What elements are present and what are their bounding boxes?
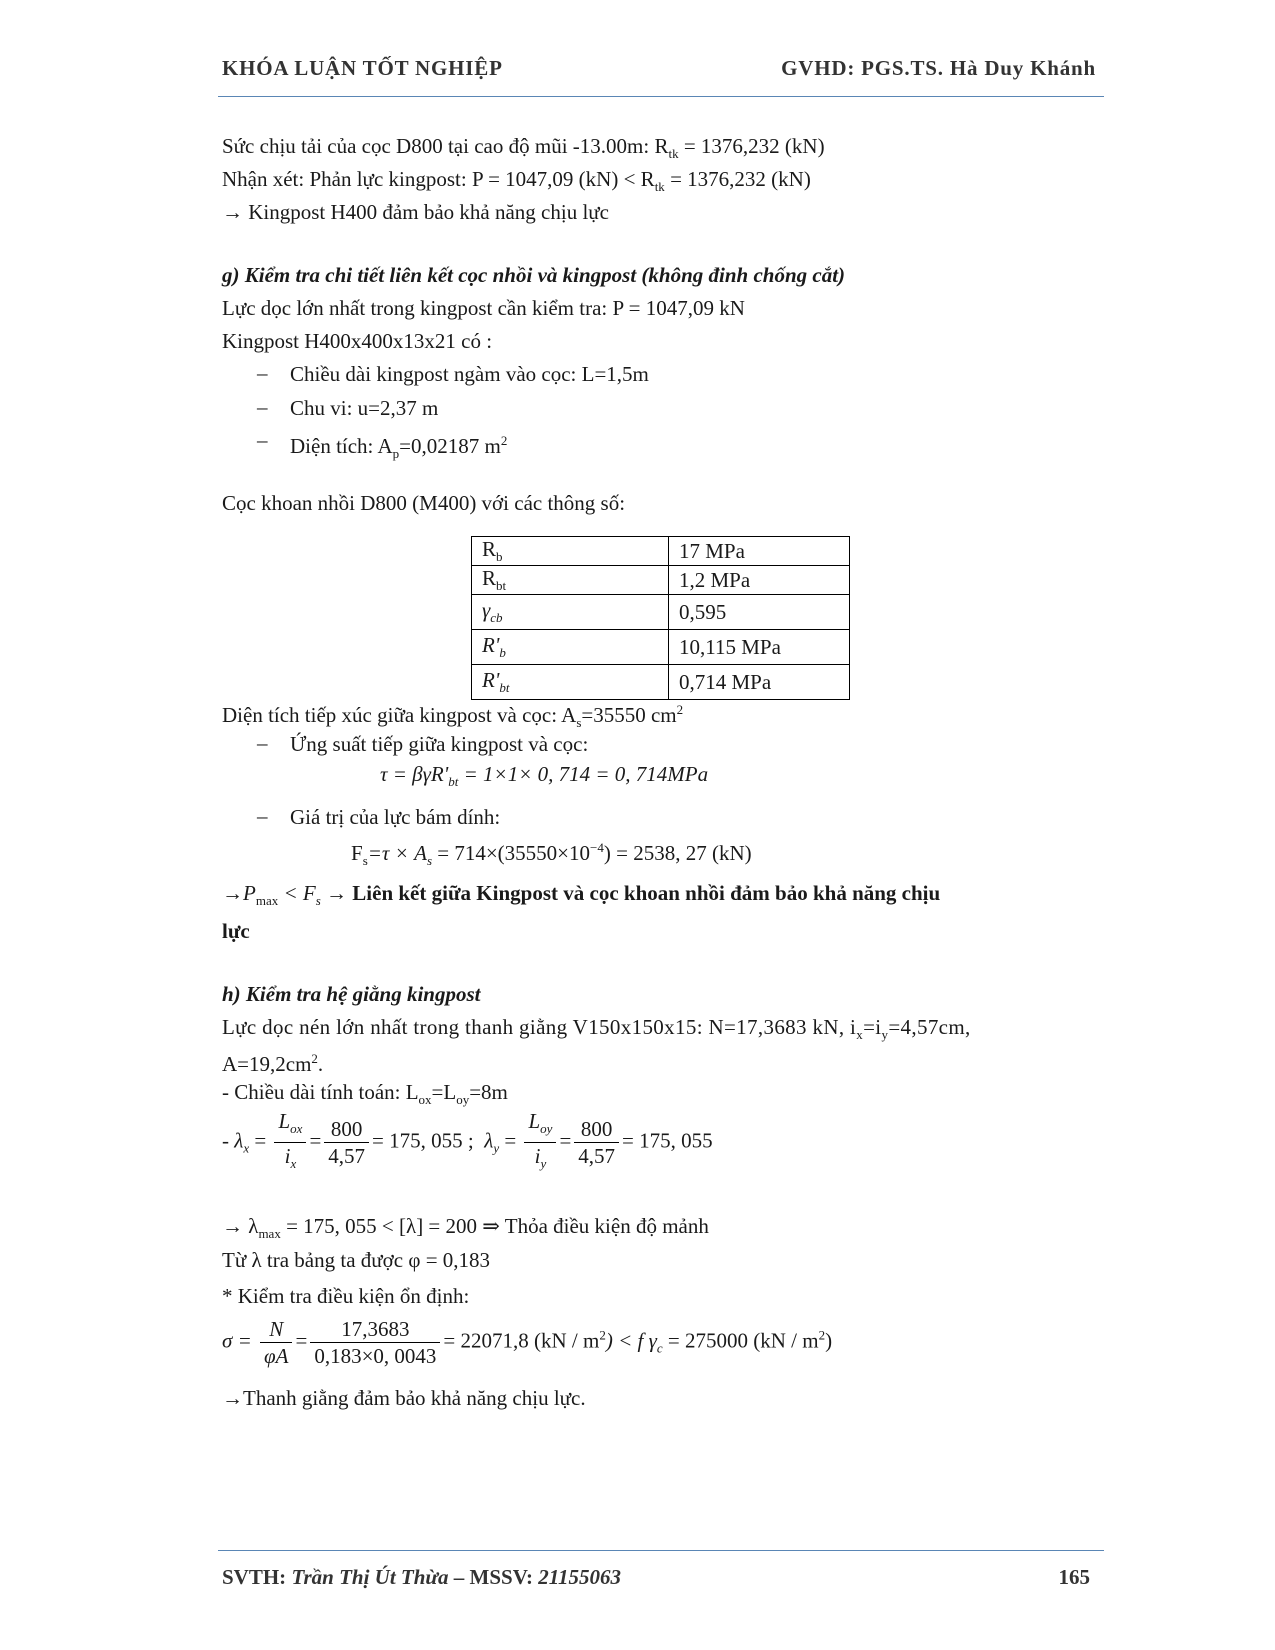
bullet-perimeter: Chu vi: u=2,37 m	[290, 396, 439, 420]
capacity-line: Sức chịu tải của cọc D800 tại cao độ mũi -13.00m: $R_{tk} = 1376,232$ (kN)	[222, 134, 825, 162]
brace-conclusion: →Thanh giằng đảm bảo khả năng chịu lực.	[222, 1386, 586, 1410]
table-row: $R'_{bt}$ 0,714 MPa	[472, 665, 850, 700]
shear-stress-equation: $\tau = \beta\gamma R'_{bt} = 1\times 1\times 0$, 714 = 0, 714MPa	[380, 762, 709, 790]
student-name: Trần Thị Út Thừa	[291, 1565, 449, 1589]
bullet-area: Diện tích: $A_p=0,02187$ $m^2$	[290, 433, 508, 462]
footer-divider	[218, 1550, 1104, 1551]
bullet-dash: –	[257, 395, 268, 419]
contact-area-line: Diện tích tiếp xúc giữa kingpost và cọc: $A_s=35550$ $cm^2$	[222, 702, 684, 731]
table-row: $R'_b$ 10,115 MPa	[472, 630, 850, 665]
brace-area-line: $A=19,2cm^2$.	[222, 1051, 324, 1076]
bullet-bond-force: Giá trị của lực bám dính:	[290, 805, 501, 829]
bullet-dash: –	[257, 361, 268, 385]
page-footer: SVTH: Trần Thị Út Thừa – MSSV: 21155063 165	[222, 1565, 1090, 1589]
axial-force-line: Lực dọc lớn nhất trong kingpost cần kiểm tra: P = 1047,09 kN	[222, 296, 745, 320]
bond-conclusion-cont: lực	[222, 919, 250, 943]
page-number: 165	[1058, 1565, 1090, 1589]
remark-line: Nhận xét: Phản lực kingpost: P = 1047,09 $(kN) < R_{tk} = 1376,232$ (kN)	[222, 167, 811, 195]
slenderness-equation: - $\lambda_x$ = $\frac{L_{ox}}{i_x}$ = $\frac{800}{4,57}$ = 175, 055 ; $\lambda_y$ = $\frac{L_{oy}}{i_y}$ = $\frac{800}{4,57}$ = 175, 055	[222, 1109, 713, 1172]
header-title: KHÓA LUẬN TỐT NGHIỆP	[222, 56, 503, 80]
bullet-dash: –	[257, 731, 268, 755]
section-heading-g: g) Kiểm tra chi tiết liên kết cọc nhồi và kingpost (không đinh chống cắt)	[222, 263, 846, 287]
brace-force-line: Lực dọc nén lớn nhất trong thanh giằng V150x150x15: N=17,3683 kN, $i_x=i_y=4,57cm$,	[222, 1015, 971, 1043]
phi-lookup-line: Từ λ tra bảng ta được φ = 0,183	[222, 1248, 491, 1272]
table-row: $R_{bt}$ 1,2 MPa	[472, 566, 850, 595]
student-id: 21155063	[538, 1565, 622, 1589]
effective-length-line: - Chiều dài tính toán: $L_{ox}=L_{oy}=8m$	[222, 1080, 508, 1108]
conclusion-line-1: → Kingpost H400 đảm bảo khả năng chịu lực	[222, 200, 609, 224]
section-heading-h: h) Kiểm tra hệ giằng kingpost	[222, 982, 481, 1006]
table-row: $\gamma_{cb}$ 0,595	[472, 595, 850, 630]
page-header	[218, 52, 1104, 97]
bullet-embed-length: Chiều dài kingpost ngàm vào cọc: L=1,5m	[290, 362, 649, 386]
bullet-dash: –	[257, 428, 268, 452]
pile-params-intro: Cọc khoan nhồi D800 (M400) với các thông số:	[222, 491, 626, 515]
table-row: $R_b$ 17 MPa	[472, 537, 850, 566]
pile-params-table	[471, 536, 850, 700]
stability-equation: σ = $\frac{N}{\varphi A}$ = $\frac{17,3683}{0,183\times 0, 0043}$ = 22071,8 $(kN / m^2) < f$ $\gamma_c = 275000$ $(kN / m^2)$	[222, 1317, 833, 1368]
bullet-dash: –	[257, 804, 268, 828]
bond-force-equation: $F_s=\tau \times A_s = 714\times(35550\times 10^{-4}) = 2538$, 27 (kN)	[351, 840, 752, 869]
kingpost-spec-line: Kingpost H400x400x13x21 có :	[222, 329, 493, 353]
max-slenderness-line: → $\lambda_{max} = 175$, 055 < [λ] = 200 ⇒ Thỏa điều kiện độ mảnh	[222, 1214, 709, 1242]
header-advisor: GVHD: PGS.TS. Hà Duy Khánh	[781, 56, 1096, 80]
bond-conclusion: $\to P_{max} < F_s$ → Liên kết giữa Kingpost và cọc khoan nhồi đảm bảo khả năng chịu	[222, 881, 941, 909]
bullet-shear-stress: Ứng suất tiếp giữa kingpost và cọc:	[290, 732, 589, 756]
stability-check-title: * Kiểm tra điều kiện ổn định:	[222, 1284, 470, 1308]
